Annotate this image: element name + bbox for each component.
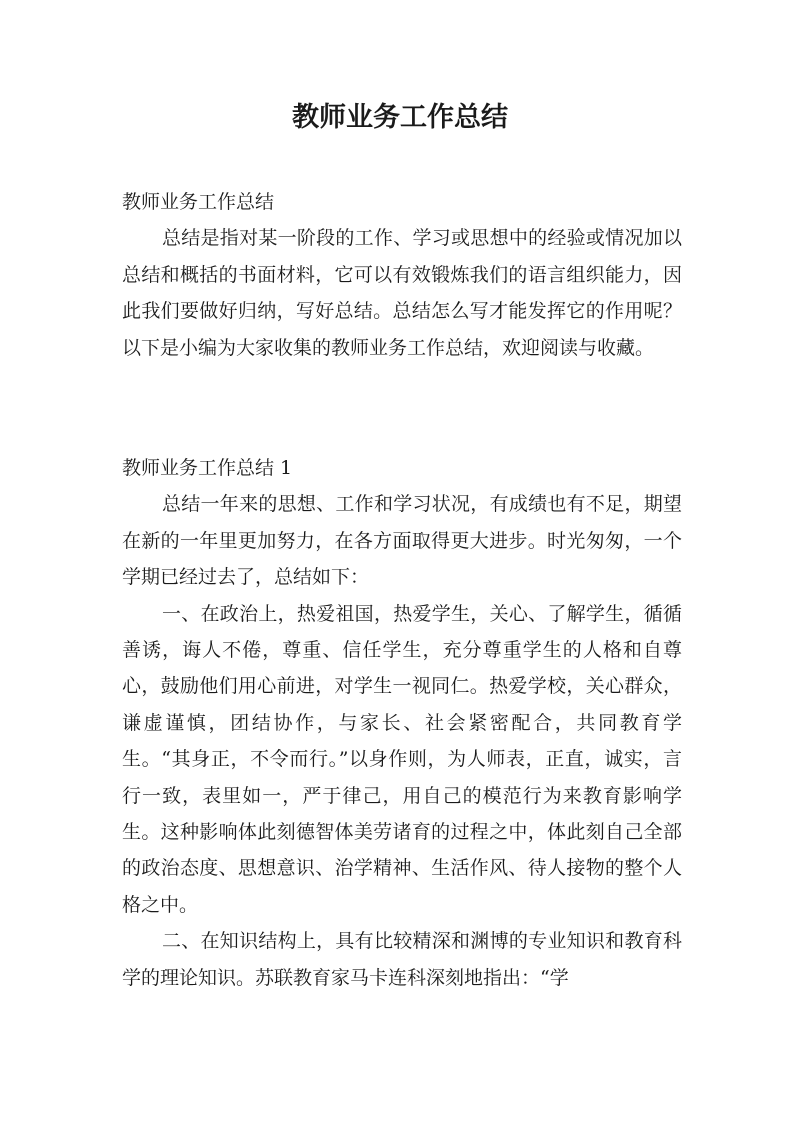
section-1-paragraph-3: 二、在知识结构上，具有比较精深和渊博的专业知识和教育科学的理论知识。苏联教育家马卡连科深刻地指出：“学 [122, 930, 682, 989]
intro-heading: 教师业务工作总结 [122, 191, 275, 213]
intro-section [122, 184, 682, 366]
intro-paragraph: 总结是指对某一阶段的工作、学习或思想中的经验或情况加以总结和概括的书面材料，它可以有效锻炼我们的语言组织能力，因此我们要做好归纳，写好总结。总结怎么写才能发挥它的作用呢？以下是小编为大家收集的教师业务工作总结，欢迎阅读与收藏。 [122, 227, 682, 359]
section-1-paragraph-2: 一、在政治上，热爱祖国，热爱学生，关心、了解学生，循循善诱，诲人不倦，尊重、信任学生，充分尊重学生的人格和自尊心，鼓励他们用心前进，对学生一视同仁。热爱学校，关心群众，谦虚谨慎，团结协作，与家长、社会紧密配合，共同教育学生。“其身正，不令而行。”以身作则，为人师表，正直，诚实，言行一致，表里如一，严于律己，用自己的模范行为来教育影响学生。这种影响体此刻德智体美劳诸育的过程之中，体此刻自己全部的政治态度、思想意识、治学精神、生活作风、待人接物的整个人格之中。 [122, 602, 682, 916]
document-title: 教师业务工作总结 [292, 102, 508, 133]
section-1-heading: 教师业务工作总结 1 [122, 457, 293, 479]
section-1 [122, 450, 682, 996]
section-1-paragraph-1: 总结一年来的思想、工作和学习状况，有成绩也有不足，期望在新的一年里更加努力，在各方面取得更大进步。时光匆匆，一个学期已经过去了，总结如下： [122, 493, 682, 589]
